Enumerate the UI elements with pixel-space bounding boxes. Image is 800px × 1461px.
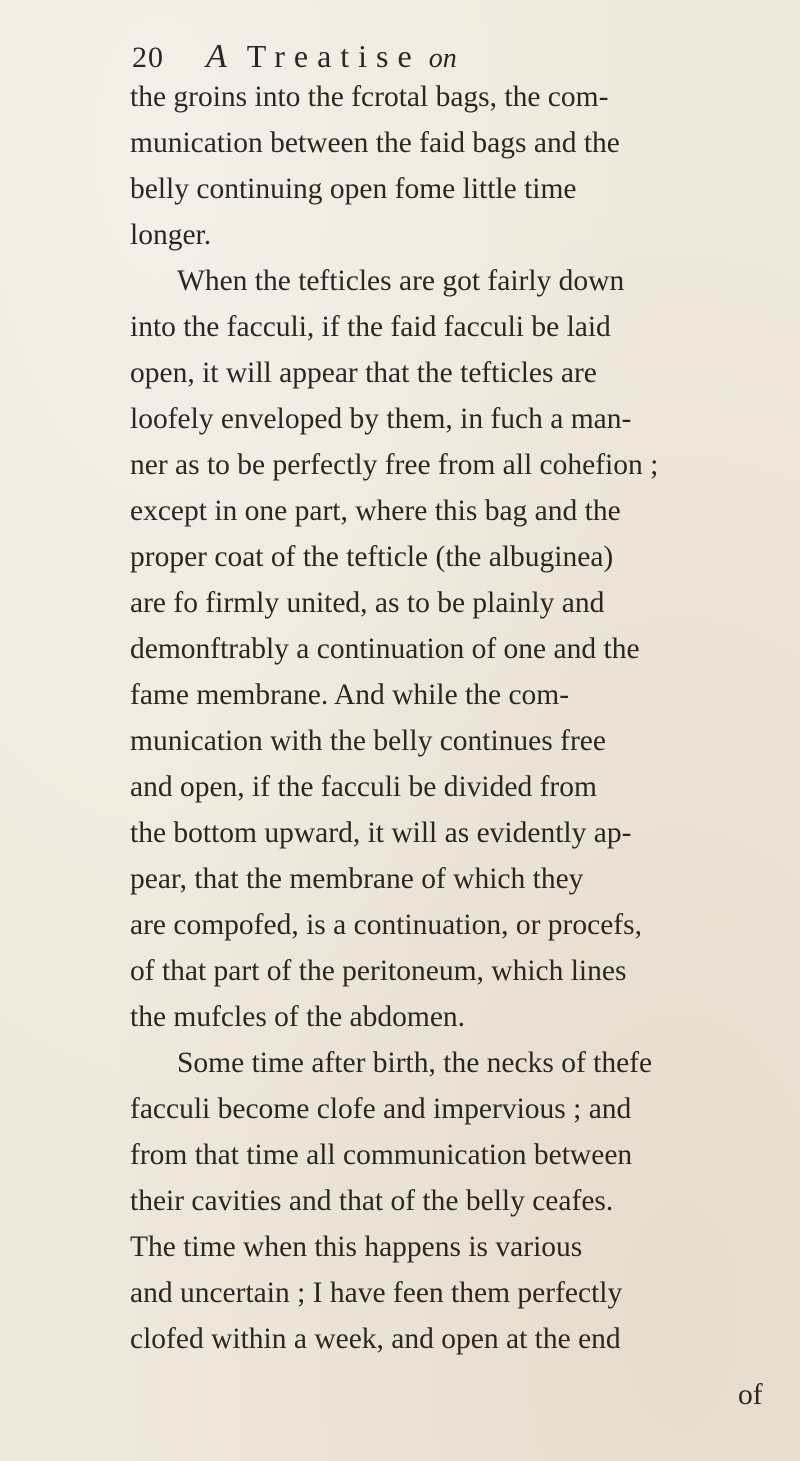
text-line: loofely enveloped by them, in fuch a man- [130,403,632,435]
text-line: of that part of the peritoneum, which lines [130,955,627,987]
text-line: longer. [130,219,212,251]
text-line: and open, if the facculi be divided from [130,771,597,803]
catchword: of [738,1379,763,1411]
text-line: the groins into the fcrotal bags, the com- [130,81,609,113]
text-line: and uncertain ; I have feen them perfectly [130,1277,623,1309]
text-line: ner as to be perfectly free from all cohefion ; [130,449,659,481]
text-line: fame membrane. And while the com- [130,679,570,711]
text-line: into the facculi, if the faid facculi be laid [130,311,611,343]
running-title-preposition: on [428,43,457,74]
text-line: are compofed, is a continuation, or procefs, [130,909,642,941]
text-line: demonftrably a continuation of one and the [130,633,640,665]
text-line: clofed within a week, and open at the end [130,1323,621,1355]
text-line: their cavities and that of the belly ceafes. [130,1185,614,1217]
text-line: munication between the faid bags and the [130,127,620,159]
page-number: 20 [132,41,164,74]
text-line: from that time all communication between [130,1139,633,1171]
text-line: Some time after birth, the necks of thefe [177,1047,653,1079]
running-title: Treatise [246,38,421,74]
text-line: the bottom upward, it will as evidently ap- [130,817,632,849]
text-line: pear, that the membrane of which they [130,863,584,895]
text-line: The time when this happens is various [130,1231,583,1263]
text-line: munication with the belly continues free [130,725,606,757]
text-line: the mufcles of the abdomen. [130,1001,466,1033]
text-line: except in one part, where this bag and the [130,495,621,527]
text-line: open, it will appear that the tefticles are [130,357,597,389]
text-line: proper coat of the tefticle (the albuginea) [130,541,614,573]
running-title-article: A [206,38,227,75]
text-line: belly continuing open fome little time [130,173,577,205]
text-line: are fo firmly united, as to be plainly and [130,587,605,619]
text-line: facculi become clofe and impervious ; and [130,1093,632,1125]
text-line: When the tefticles are got fairly down [177,265,625,297]
